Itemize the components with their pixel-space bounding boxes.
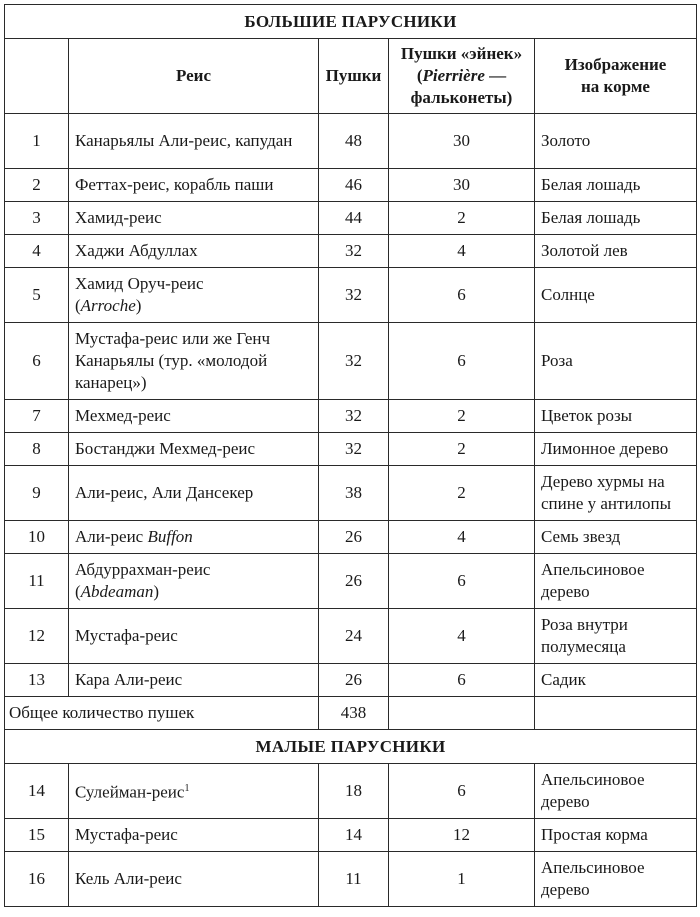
header-eynek: Пушки «эйнек» (Pierrière — фальконеты) (389, 39, 535, 114)
column-headers (5, 39, 697, 114)
header-guns: Пушки (319, 39, 389, 114)
ships-table-document (4, 4, 696, 907)
table-row: 1 Канарьялы Али-реис, капудан 48 30 Золото (5, 114, 697, 169)
table-row: 10 Али-реис Buffon 26 4 Семь звезд (5, 521, 697, 554)
ships-table (4, 4, 697, 907)
table-row: 6 Мустафа-реис или же Генч Канарьялы (тур. «молодой канарец») 32 6 Роза (5, 323, 697, 400)
table-row: 8 Бостанджи Мехмед-реис 32 2 Лимонное дерево (5, 433, 697, 466)
total-row (5, 697, 697, 730)
table-row: 5 Хамид Оруч-реис (Arroche) 32 6 Солнце (5, 268, 697, 323)
table-row: 3 Хамид-реис 44 2 Белая лошадь (5, 202, 697, 235)
total-value: 438 (319, 697, 389, 730)
table-row: 2 Феттах-реис, корабль паши 46 30 Белая лошадь (5, 169, 697, 202)
section-header-small (5, 730, 697, 764)
table-row: 9 Али-реис, Али Дансекер 38 2 Дерево хурмы на спине у антилопы (5, 466, 697, 521)
table-row: 12 Мустафа-реис 24 4 Роза внутри полумесяца (5, 609, 697, 664)
footnote-mark: 1 (184, 783, 190, 795)
header-stern: Изображение на корме (535, 39, 697, 114)
section-title-small: МАЛЫЕ ПАРУСНИКИ (5, 730, 697, 764)
header-eynek-italic: Pierrière (422, 66, 485, 85)
section-header-large (5, 5, 697, 39)
table-row: 4 Хаджи Абдуллах 32 4 Золотой лев (5, 235, 697, 268)
table-row: 16 Кель Али-реис 11 1 Апельсиновое дерево (5, 852, 697, 907)
total-label: Общее количество пушек (5, 697, 319, 730)
table-row: 14 Сулейман-реис$^1$ 18 6 Апельсиновое дерево (5, 764, 697, 819)
header-number (5, 39, 69, 114)
table-row: 15 Мустафа-реис 14 12 Простая корма (5, 819, 697, 852)
table-row: 7 Мехмед-реис 32 2 Цветок розы (5, 400, 697, 433)
table-row: 13 Кара Али-реис 26 6 Садик (5, 664, 697, 697)
header-reis: Реис (69, 39, 319, 114)
table-row: 11 Абдуррахман-реис (Abdeaman) 26 6 Апельсиновое дерево (5, 554, 697, 609)
section-title-large: БОЛЬШИЕ ПАРУСНИКИ (5, 5, 697, 39)
